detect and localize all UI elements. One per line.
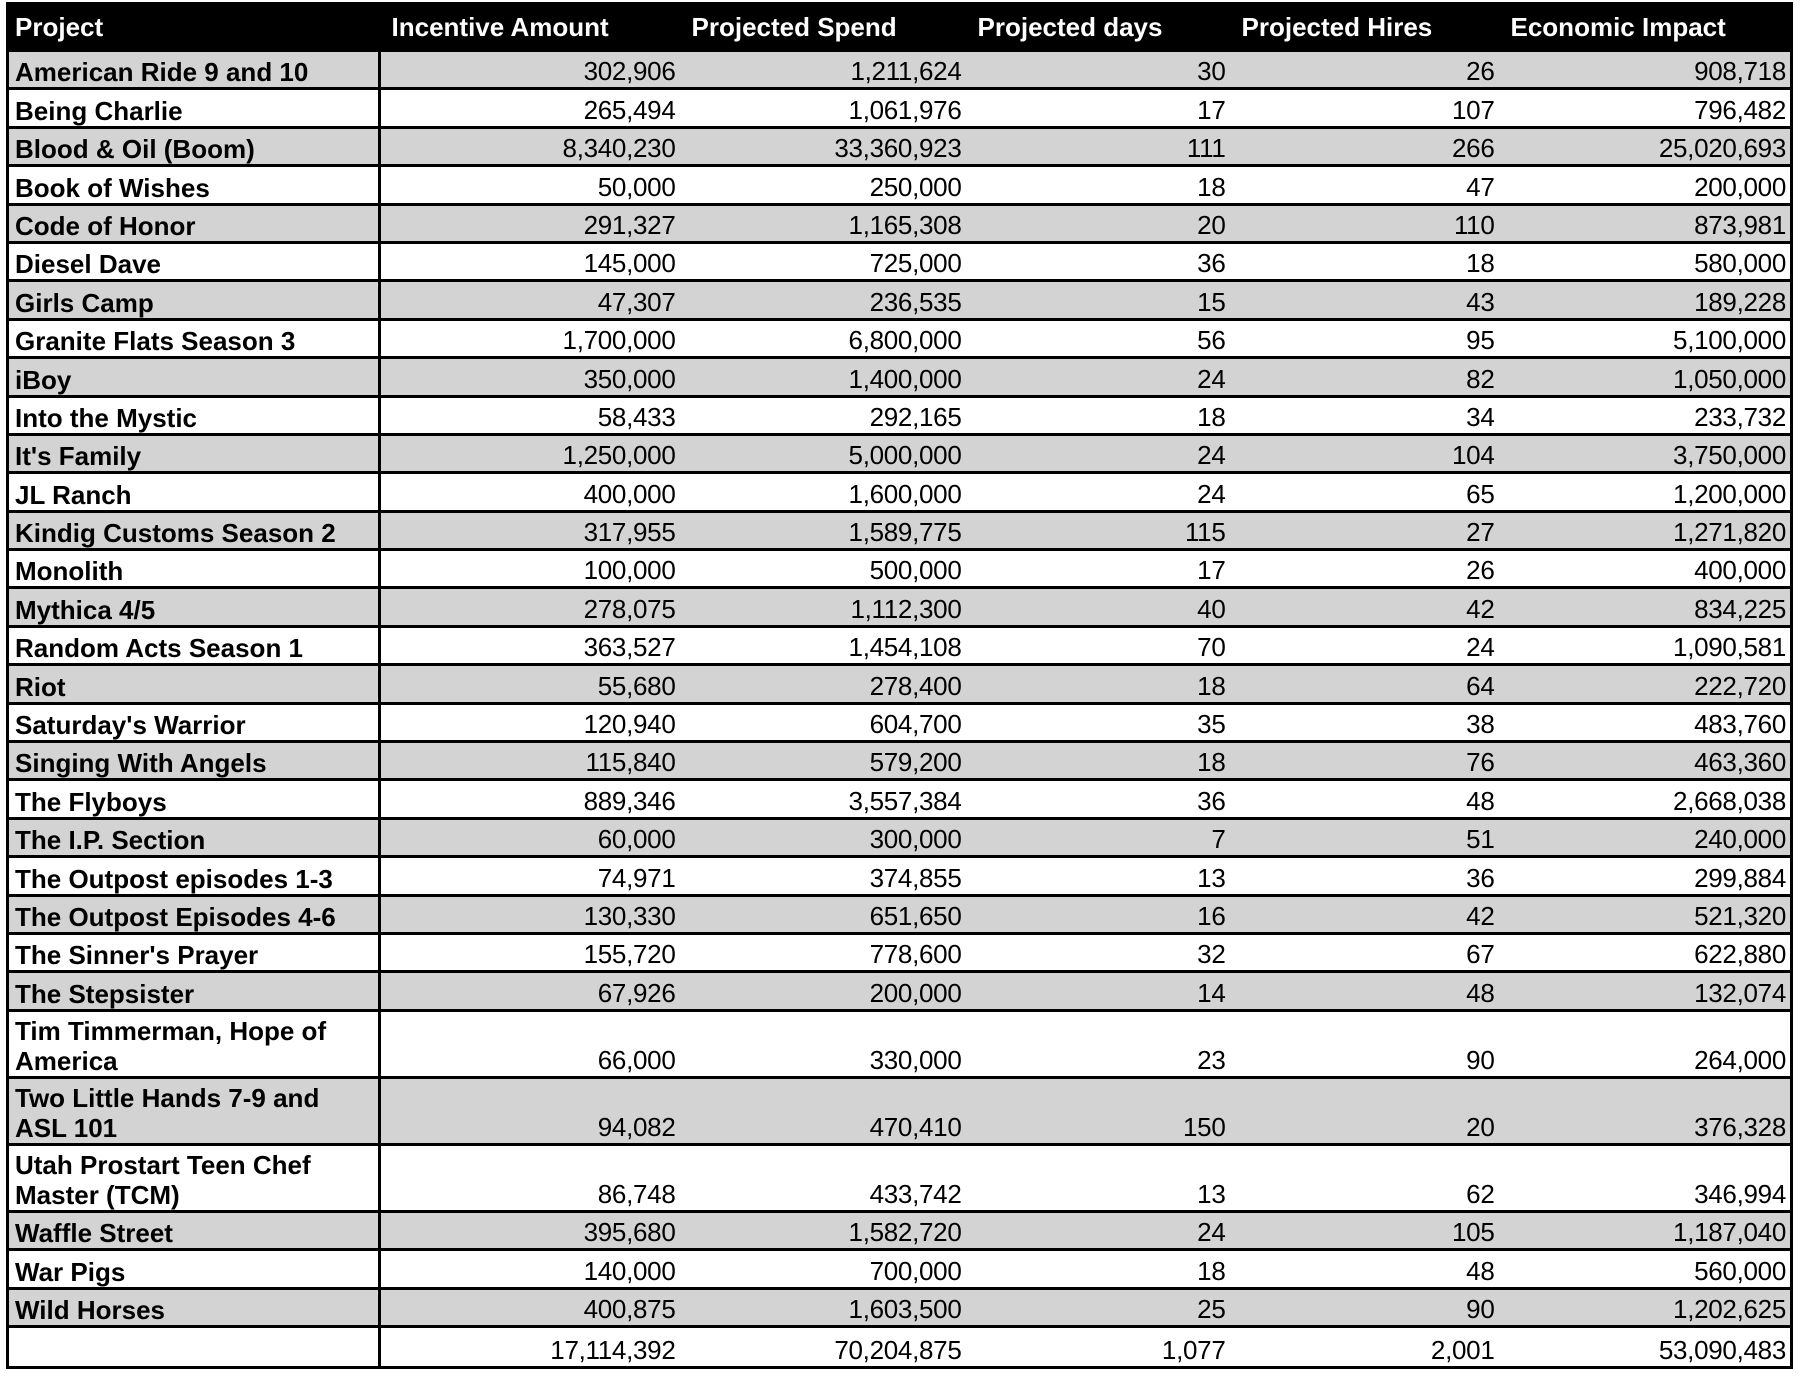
projected-days-cell: 23 bbox=[966, 1010, 1230, 1077]
project-name-cell: Saturday's Warrior bbox=[8, 703, 380, 741]
projected-spend-cell: 1,400,000 bbox=[680, 358, 966, 396]
projected-days-cell: 70 bbox=[966, 626, 1230, 664]
project-name-cell: It's Family bbox=[8, 434, 380, 472]
economic-impact-cell: 622,880 bbox=[1499, 933, 1792, 971]
projected-spend-cell: 1,589,775 bbox=[680, 511, 966, 549]
incentive-amount-cell: 47,307 bbox=[380, 281, 680, 319]
projected-hires-cell: 18 bbox=[1230, 242, 1499, 280]
projected-hires-cell: 42 bbox=[1230, 895, 1499, 933]
projected-hires-cell: 34 bbox=[1230, 396, 1499, 434]
projected-spend-cell: 500,000 bbox=[680, 550, 966, 588]
projected-hires-cell: 67 bbox=[1230, 933, 1499, 971]
projected-hires-cell: 51 bbox=[1230, 818, 1499, 856]
projected-spend-cell: 278,400 bbox=[680, 665, 966, 703]
projected-days-cell: 17 bbox=[966, 89, 1230, 127]
incentive-amount-cell: 60,000 bbox=[380, 818, 680, 856]
table-row bbox=[8, 703, 1792, 741]
projected-hires-cell: 27 bbox=[1230, 511, 1499, 549]
project-name-cell: American Ride 9 and 10 bbox=[8, 51, 380, 89]
incentive-amount-cell: 1,250,000 bbox=[380, 434, 680, 472]
projected-hires-cell: 64 bbox=[1230, 665, 1499, 703]
incentive-amount-cell: 317,955 bbox=[380, 511, 680, 549]
incentive-amount-cell: 1,700,000 bbox=[380, 319, 680, 357]
incentive-amount-cell: 50,000 bbox=[380, 166, 680, 204]
projected-spend-cell: 470,410 bbox=[680, 1077, 966, 1144]
incentive-amount-cell: 140,000 bbox=[380, 1250, 680, 1288]
table-row bbox=[8, 127, 1792, 165]
projected-days-cell: 111 bbox=[966, 127, 1230, 165]
project-name-cell: Blood & Oil (Boom) bbox=[8, 127, 380, 165]
projected-hires-cell: 62 bbox=[1230, 1144, 1499, 1211]
incentive-amount-cell: 291,327 bbox=[380, 204, 680, 242]
projected-spend-cell: 700,000 bbox=[680, 1250, 966, 1288]
incentive-amount-cell: 145,000 bbox=[380, 242, 680, 280]
project-name-cell: Kindig Customs Season 2 bbox=[8, 511, 380, 549]
project-name-cell: Into the Mystic bbox=[8, 396, 380, 434]
economic-impact-cell: 796,482 bbox=[1499, 89, 1792, 127]
table-body bbox=[8, 51, 1792, 1327]
totals-label bbox=[8, 1326, 380, 1367]
project-name-cell: Singing With Angels bbox=[8, 742, 380, 780]
table-row bbox=[8, 319, 1792, 357]
economic-impact-cell: 1,202,625 bbox=[1499, 1288, 1792, 1326]
projected-hires-cell: 36 bbox=[1230, 857, 1499, 895]
project-name-cell: Random Acts Season 1 bbox=[8, 626, 380, 664]
economic-impact-cell: 1,090,581 bbox=[1499, 626, 1792, 664]
economic-impact-cell: 580,000 bbox=[1499, 242, 1792, 280]
economic-impact-cell: 1,187,040 bbox=[1499, 1211, 1792, 1249]
projected-days-cell: 18 bbox=[966, 166, 1230, 204]
economic-impact-cell: 908,718 bbox=[1499, 51, 1792, 89]
project-name-cell: JL Ranch bbox=[8, 473, 380, 511]
incentive-amount-cell: 66,000 bbox=[380, 1010, 680, 1077]
economic-impact-cell: 200,000 bbox=[1499, 166, 1792, 204]
project-name-cell: War Pigs bbox=[8, 1250, 380, 1288]
projected-hires-cell: 38 bbox=[1230, 703, 1499, 741]
economic-impact-cell: 5,100,000 bbox=[1499, 319, 1792, 357]
projected-spend-cell: 1,165,308 bbox=[680, 204, 966, 242]
projected-spend-cell: 1,454,108 bbox=[680, 626, 966, 664]
economic-impact-cell: 1,200,000 bbox=[1499, 473, 1792, 511]
projected-spend-cell: 579,200 bbox=[680, 742, 966, 780]
economic-impact-cell: 233,732 bbox=[1499, 396, 1792, 434]
projected-days-cell: 17 bbox=[966, 550, 1230, 588]
total-impact: 53,090,483 bbox=[1499, 1326, 1792, 1367]
table-row bbox=[8, 281, 1792, 319]
projected-spend-cell: 33,360,923 bbox=[680, 127, 966, 165]
projected-hires-cell: 104 bbox=[1230, 434, 1499, 472]
project-name-cell: The I.P. Section bbox=[8, 818, 380, 856]
economic-impact-cell: 834,225 bbox=[1499, 588, 1792, 626]
projected-hires-cell: 65 bbox=[1230, 473, 1499, 511]
incentive-amount-cell: 67,926 bbox=[380, 972, 680, 1010]
table-row bbox=[8, 434, 1792, 472]
projected-hires-cell: 95 bbox=[1230, 319, 1499, 357]
header-economic-impact: Economic Impact bbox=[1499, 4, 1792, 51]
projected-days-cell: 40 bbox=[966, 588, 1230, 626]
economic-impact-cell: 346,994 bbox=[1499, 1144, 1792, 1211]
table-row bbox=[8, 166, 1792, 204]
table-row bbox=[8, 1288, 1792, 1326]
projected-days-cell: 24 bbox=[966, 473, 1230, 511]
projected-hires-cell: 90 bbox=[1230, 1288, 1499, 1326]
projected-days-cell: 20 bbox=[966, 204, 1230, 242]
projected-hires-cell: 82 bbox=[1230, 358, 1499, 396]
projected-days-cell: 56 bbox=[966, 319, 1230, 357]
projected-spend-cell: 1,112,300 bbox=[680, 588, 966, 626]
incentive-amount-cell: 58,433 bbox=[380, 396, 680, 434]
projected-days-cell: 13 bbox=[966, 857, 1230, 895]
projected-hires-cell: 26 bbox=[1230, 550, 1499, 588]
projected-days-cell: 15 bbox=[966, 281, 1230, 319]
table-row bbox=[8, 972, 1792, 1010]
economic-impact-cell: 25,020,693 bbox=[1499, 127, 1792, 165]
projected-spend-cell: 1,603,500 bbox=[680, 1288, 966, 1326]
economic-impact-cell: 1,271,820 bbox=[1499, 511, 1792, 549]
projected-hires-cell: 48 bbox=[1230, 1250, 1499, 1288]
projected-days-cell: 18 bbox=[966, 1250, 1230, 1288]
projected-hires-cell: 43 bbox=[1230, 281, 1499, 319]
header-projected-spend: Projected Spend bbox=[680, 4, 966, 51]
economic-impact-cell: 189,228 bbox=[1499, 281, 1792, 319]
table-row bbox=[8, 473, 1792, 511]
projected-spend-cell: 374,855 bbox=[680, 857, 966, 895]
total-days: 1,077 bbox=[966, 1326, 1230, 1367]
projected-spend-cell: 250,000 bbox=[680, 166, 966, 204]
projected-spend-cell: 604,700 bbox=[680, 703, 966, 741]
projected-spend-cell: 1,582,720 bbox=[680, 1211, 966, 1249]
economic-impact-cell: 3,750,000 bbox=[1499, 434, 1792, 472]
projected-spend-cell: 1,211,624 bbox=[680, 51, 966, 89]
project-name-cell: Book of Wishes bbox=[8, 166, 380, 204]
projected-spend-cell: 3,557,384 bbox=[680, 780, 966, 818]
project-name-cell: Girls Camp bbox=[8, 281, 380, 319]
incentive-amount-cell: 115,840 bbox=[380, 742, 680, 780]
project-name-cell: The Stepsister bbox=[8, 972, 380, 1010]
projected-spend-cell: 433,742 bbox=[680, 1144, 966, 1211]
table-row bbox=[8, 1077, 1792, 1144]
project-name-cell: Monolith bbox=[8, 550, 380, 588]
project-name-cell: iBoy bbox=[8, 358, 380, 396]
incentive-amount-cell: 395,680 bbox=[380, 1211, 680, 1249]
projected-spend-cell: 330,000 bbox=[680, 1010, 966, 1077]
table-row bbox=[8, 242, 1792, 280]
project-name-cell: Mythica 4/5 bbox=[8, 588, 380, 626]
projected-hires-cell: 47 bbox=[1230, 166, 1499, 204]
incentive-amount-cell: 74,971 bbox=[380, 857, 680, 895]
projected-days-cell: 25 bbox=[966, 1288, 1230, 1326]
project-name-cell: Code of Honor bbox=[8, 204, 380, 242]
total-incentive: 17,114,392 bbox=[380, 1326, 680, 1367]
table-row bbox=[8, 818, 1792, 856]
economic-impact-cell: 2,668,038 bbox=[1499, 780, 1792, 818]
economic-impact-cell: 222,720 bbox=[1499, 665, 1792, 703]
project-name-cell: Diesel Dave bbox=[8, 242, 380, 280]
projected-spend-cell: 236,535 bbox=[680, 281, 966, 319]
project-name-cell: Granite Flats Season 3 bbox=[8, 319, 380, 357]
table-row bbox=[8, 51, 1792, 89]
projected-days-cell: 24 bbox=[966, 358, 1230, 396]
economic-impact-cell: 264,000 bbox=[1499, 1010, 1792, 1077]
incentive-amount-cell: 265,494 bbox=[380, 89, 680, 127]
table-row bbox=[8, 742, 1792, 780]
projected-spend-cell: 300,000 bbox=[680, 818, 966, 856]
project-name-cell: Utah Prostart Teen Chef Master (TCM) bbox=[8, 1144, 380, 1211]
projected-spend-cell: 651,650 bbox=[680, 895, 966, 933]
projected-days-cell: 115 bbox=[966, 511, 1230, 549]
incentive-amount-cell: 889,346 bbox=[380, 780, 680, 818]
incentive-amount-cell: 363,527 bbox=[380, 626, 680, 664]
incentive-amount-cell: 350,000 bbox=[380, 358, 680, 396]
table-row bbox=[8, 665, 1792, 703]
table-row bbox=[8, 358, 1792, 396]
totals-row bbox=[8, 1326, 1792, 1367]
table-row bbox=[8, 511, 1792, 549]
projected-hires-cell: 20 bbox=[1230, 1077, 1499, 1144]
projected-hires-cell: 24 bbox=[1230, 626, 1499, 664]
incentive-amount-cell: 120,940 bbox=[380, 703, 680, 741]
incentive-amount-cell: 278,075 bbox=[380, 588, 680, 626]
projected-spend-cell: 200,000 bbox=[680, 972, 966, 1010]
table-row bbox=[8, 780, 1792, 818]
table-row bbox=[8, 933, 1792, 971]
economic-impact-cell: 132,074 bbox=[1499, 972, 1792, 1010]
project-name-cell: The Outpost Episodes 4-6 bbox=[8, 895, 380, 933]
projected-days-cell: 18 bbox=[966, 742, 1230, 780]
economic-impact-cell: 560,000 bbox=[1499, 1250, 1792, 1288]
economic-impact-cell: 483,760 bbox=[1499, 703, 1792, 741]
project-name-cell: Tim Timmerman, Hope of America bbox=[8, 1010, 380, 1077]
table-row bbox=[8, 1010, 1792, 1077]
projected-days-cell: 18 bbox=[966, 396, 1230, 434]
projected-hires-cell: 42 bbox=[1230, 588, 1499, 626]
project-name-cell: Waffle Street bbox=[8, 1211, 380, 1249]
table-row bbox=[8, 1250, 1792, 1288]
projected-hires-cell: 107 bbox=[1230, 89, 1499, 127]
projected-spend-cell: 778,600 bbox=[680, 933, 966, 971]
project-name-cell: Wild Horses bbox=[8, 1288, 380, 1326]
table-row bbox=[8, 626, 1792, 664]
projected-days-cell: 14 bbox=[966, 972, 1230, 1010]
projected-hires-cell: 76 bbox=[1230, 742, 1499, 780]
project-name-cell: Riot bbox=[8, 665, 380, 703]
total-spend: 70,204,875 bbox=[680, 1326, 966, 1367]
economic-impact-cell: 400,000 bbox=[1499, 550, 1792, 588]
incentive-amount-cell: 55,680 bbox=[380, 665, 680, 703]
economic-impact-cell: 376,328 bbox=[1499, 1077, 1792, 1144]
projected-days-cell: 36 bbox=[966, 780, 1230, 818]
projected-hires-cell: 105 bbox=[1230, 1211, 1499, 1249]
projected-days-cell: 13 bbox=[966, 1144, 1230, 1211]
incentive-amount-cell: 400,875 bbox=[380, 1288, 680, 1326]
project-name-cell: The Sinner's Prayer bbox=[8, 933, 380, 971]
projected-days-cell: 32 bbox=[966, 933, 1230, 971]
projected-spend-cell: 1,061,976 bbox=[680, 89, 966, 127]
table-row bbox=[8, 396, 1792, 434]
incentive-amount-cell: 86,748 bbox=[380, 1144, 680, 1211]
incentive-amount-cell: 8,340,230 bbox=[380, 127, 680, 165]
header-row bbox=[8, 4, 1792, 51]
table-row bbox=[8, 588, 1792, 626]
projected-days-cell: 16 bbox=[966, 895, 1230, 933]
projected-hires-cell: 48 bbox=[1230, 780, 1499, 818]
projected-hires-cell: 48 bbox=[1230, 972, 1499, 1010]
projected-days-cell: 30 bbox=[966, 51, 1230, 89]
incentive-amount-cell: 94,082 bbox=[380, 1077, 680, 1144]
projected-days-cell: 7 bbox=[966, 818, 1230, 856]
projected-hires-cell: 26 bbox=[1230, 51, 1499, 89]
table-row bbox=[8, 550, 1792, 588]
project-name-cell: Two Little Hands 7-9 and ASL 101 bbox=[8, 1077, 380, 1144]
economic-impact-cell: 873,981 bbox=[1499, 204, 1792, 242]
projected-spend-cell: 1,600,000 bbox=[680, 473, 966, 511]
incentive-amount-cell: 100,000 bbox=[380, 550, 680, 588]
projected-days-cell: 24 bbox=[966, 1211, 1230, 1249]
project-name-cell: Being Charlie bbox=[8, 89, 380, 127]
projected-days-cell: 150 bbox=[966, 1077, 1230, 1144]
projected-spend-cell: 6,800,000 bbox=[680, 319, 966, 357]
projected-spend-cell: 292,165 bbox=[680, 396, 966, 434]
table-row bbox=[8, 857, 1792, 895]
header-projected-hires: Projected Hires bbox=[1230, 4, 1499, 51]
economic-impact-cell: 240,000 bbox=[1499, 818, 1792, 856]
incentive-amount-cell: 400,000 bbox=[380, 473, 680, 511]
table-row bbox=[8, 895, 1792, 933]
projected-days-cell: 18 bbox=[966, 665, 1230, 703]
projected-spend-cell: 5,000,000 bbox=[680, 434, 966, 472]
incentive-amount-cell: 155,720 bbox=[380, 933, 680, 971]
projected-hires-cell: 266 bbox=[1230, 127, 1499, 165]
table-row bbox=[8, 204, 1792, 242]
project-name-cell: The Flyboys bbox=[8, 780, 380, 818]
projected-days-cell: 35 bbox=[966, 703, 1230, 741]
projected-days-cell: 24 bbox=[966, 434, 1230, 472]
economic-impact-cell: 521,320 bbox=[1499, 895, 1792, 933]
incentive-amount-cell: 302,906 bbox=[380, 51, 680, 89]
project-name-cell: The Outpost episodes 1-3 bbox=[8, 857, 380, 895]
project-incentive-table bbox=[6, 2, 1793, 1369]
projected-spend-cell: 725,000 bbox=[680, 242, 966, 280]
table-row bbox=[8, 1144, 1792, 1211]
table-row bbox=[8, 89, 1792, 127]
projected-hires-cell: 90 bbox=[1230, 1010, 1499, 1077]
table-row bbox=[8, 1211, 1792, 1249]
economic-impact-cell: 1,050,000 bbox=[1499, 358, 1792, 396]
header-project: Project bbox=[8, 4, 380, 51]
incentive-amount-cell: 130,330 bbox=[380, 895, 680, 933]
projected-days-cell: 36 bbox=[966, 242, 1230, 280]
header-projected-days: Projected days bbox=[966, 4, 1230, 51]
economic-impact-cell: 299,884 bbox=[1499, 857, 1792, 895]
total-hires: 2,001 bbox=[1230, 1326, 1499, 1367]
header-incentive-amount: Incentive Amount bbox=[380, 4, 680, 51]
economic-impact-cell: 463,360 bbox=[1499, 742, 1792, 780]
projected-hires-cell: 110 bbox=[1230, 204, 1499, 242]
